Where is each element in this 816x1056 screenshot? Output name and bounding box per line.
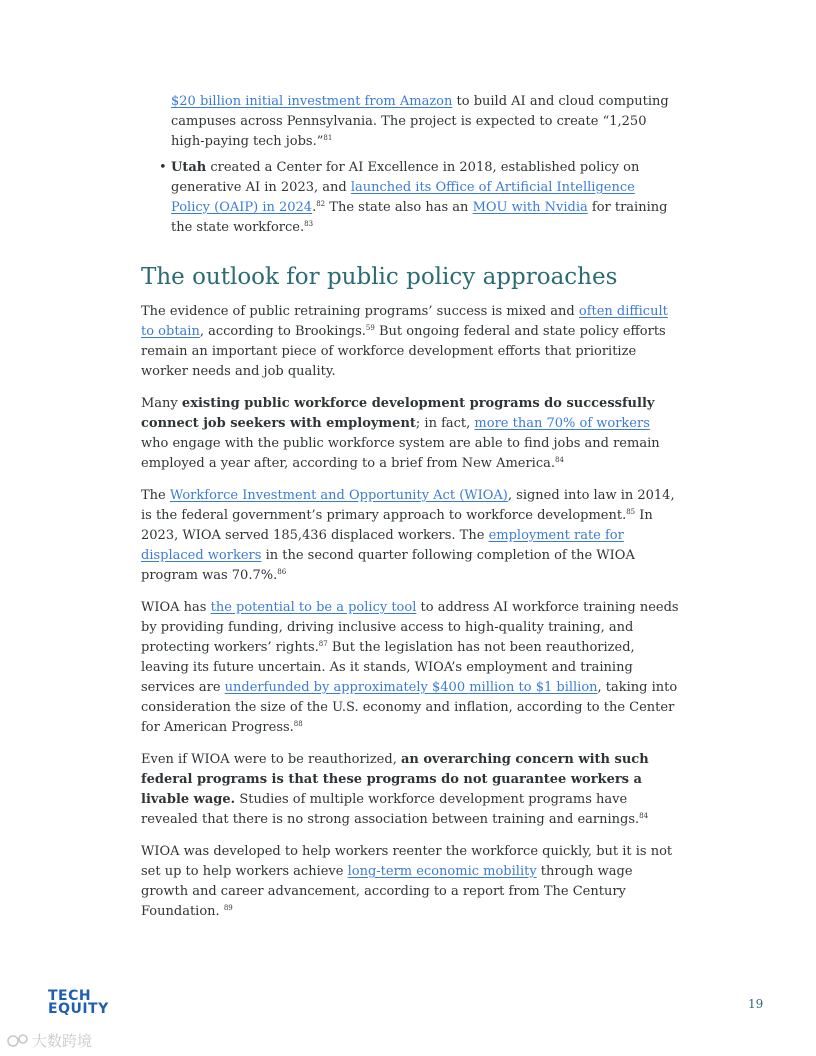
bullet-text: .	[312, 200, 317, 215]
watermark	[6, 1030, 92, 1051]
bullet-text: to build AI and cloud computing campuses across Pennsylvania. The project is expected to create “1,250 high-paying tech jobs.”	[171, 94, 669, 149]
footnote-ref: 83	[304, 220, 314, 228]
footnote-ref: 59	[365, 324, 375, 332]
section-heading: The outlook for public policy approaches	[141, 264, 618, 290]
paragraph-existing-programs	[141, 394, 681, 474]
paragraph-text: Many	[141, 396, 182, 411]
bullet-text: for training the state workforce.	[171, 200, 668, 235]
logo-line-1: TECH	[48, 988, 92, 1004]
paragraph-text: Studies of multiple workforce development programs have revealed that there is no strong association between training and earnings.	[141, 792, 640, 827]
employment-rate-link[interactable]: employment rate for displaced workers	[141, 528, 624, 563]
paragraph-text: But ongoing federal and state policy efforts remain an important piece of workforce development efforts that prioritize worker needs and job quality.	[141, 324, 666, 379]
paragraph-text: WIOA was developed to help workers reenter the workforce quickly, but it is not set up to help workers achieve	[141, 844, 673, 879]
nvidia-mou-link[interactable]: MOU with Nvidia	[472, 200, 588, 215]
paragraph-evidence	[141, 302, 681, 382]
bullet-pennsylvania	[171, 92, 676, 152]
bullet-text: The state also has an	[325, 200, 473, 215]
footnote-ref: 87	[318, 640, 328, 648]
paragraph-wioa	[141, 486, 681, 586]
paragraph-text: The evidence of public retraining programs’ success is mixed and	[141, 304, 579, 319]
paragraph-text: The	[141, 488, 170, 503]
brookings-link[interactable]: often difficult to obtain	[141, 304, 668, 339]
policy-tool-link[interactable]: the potential to be a policy tool	[210, 600, 417, 615]
paragraph-text: , according to Brookings.	[199, 324, 366, 339]
techequity-logo	[48, 990, 120, 1016]
underfunded-link[interactable]: underfunded by approximately $400 million to $1 billion	[224, 680, 598, 695]
footnote-ref: 82	[316, 200, 326, 208]
paragraph-text: in the second quarter following completion of the WIOA program was 70.7%.	[141, 548, 635, 583]
footnote-ref: 84	[639, 812, 649, 820]
paragraph-text: who engage with the public workforce system are able to find jobs and remain employed a year after, according to a brief from New America.	[141, 436, 660, 471]
bullet-utah	[159, 158, 676, 238]
paragraph-wioa-potential	[141, 598, 681, 738]
bullet-dot: •	[159, 160, 167, 175]
footnote-ref: 88	[293, 720, 303, 728]
paragraph-text: ; in fact,	[415, 416, 475, 431]
footnote-ref: 86	[277, 568, 287, 576]
economic-mobility-link[interactable]: long-term economic mobility	[347, 864, 537, 879]
paragraph-text: Even if WIOA were to be reauthorized,	[141, 752, 401, 767]
seventy-percent-link[interactable]: more than 70% of workers	[474, 416, 650, 431]
amazon-investment-link[interactable]: $20 billion initial investment from Amazon	[171, 94, 453, 109]
logo-line-2: EQUITY	[48, 1001, 109, 1017]
wioa-link[interactable]: Workforce Investment and Opportunity Act (WIOA)	[169, 488, 508, 503]
paragraph-text: through wage growth and career advancement, according to a report from The Century Foundation.	[141, 864, 633, 919]
footnote-ref: 84	[555, 456, 564, 464]
paragraph-text: , taking into consideration the size of the U.S. economy and inflation, according to the Center for American Progress.	[141, 680, 678, 735]
footnote-ref: 81	[323, 134, 333, 142]
footnote-ref: 85	[626, 508, 636, 516]
oaip-link[interactable]: launched its Office of Artificial Intelligence Policy (OAIP) in 2024	[171, 180, 635, 215]
paragraph-bold-text: an overarching concern with such federal programs is that these programs do not guarantee workers a livable wage.	[141, 752, 649, 807]
paragraph-livable-wage	[141, 750, 681, 830]
watermark-logo-icon	[6, 1033, 32, 1049]
bullet-bold-text: Utah	[171, 160, 207, 175]
footnote-ref: 89	[223, 904, 233, 912]
paragraph-text: , signed into law in 2014, is the federal government’s primary approach to workforce development.	[141, 488, 675, 523]
paragraph-text: But the legislation has not been reauthorized, leaving its future uncertain. As it stands, WIOA’s employment and training services are	[141, 640, 635, 695]
paragraph-text: WIOA has	[141, 600, 211, 615]
paragraph-bold-text: existing public workforce development programs do successfully connect job seekers with employment	[141, 396, 655, 431]
paragraph-text: to address AI workforce training needs by providing funding, driving inclusive access to high-quality training, and protecting workers’ rights.	[141, 600, 679, 655]
paragraph-text: In 2023, WIOA served 185,436 displaced workers. The	[141, 508, 653, 543]
page-number: 19	[748, 997, 764, 1011]
paragraph-mobility	[141, 842, 681, 922]
bullet-text: created a Center for AI Excellence in 2018, established policy on generative AI in 2023, and	[171, 160, 640, 195]
watermark-text: 大数跨境	[32, 1032, 93, 1050]
